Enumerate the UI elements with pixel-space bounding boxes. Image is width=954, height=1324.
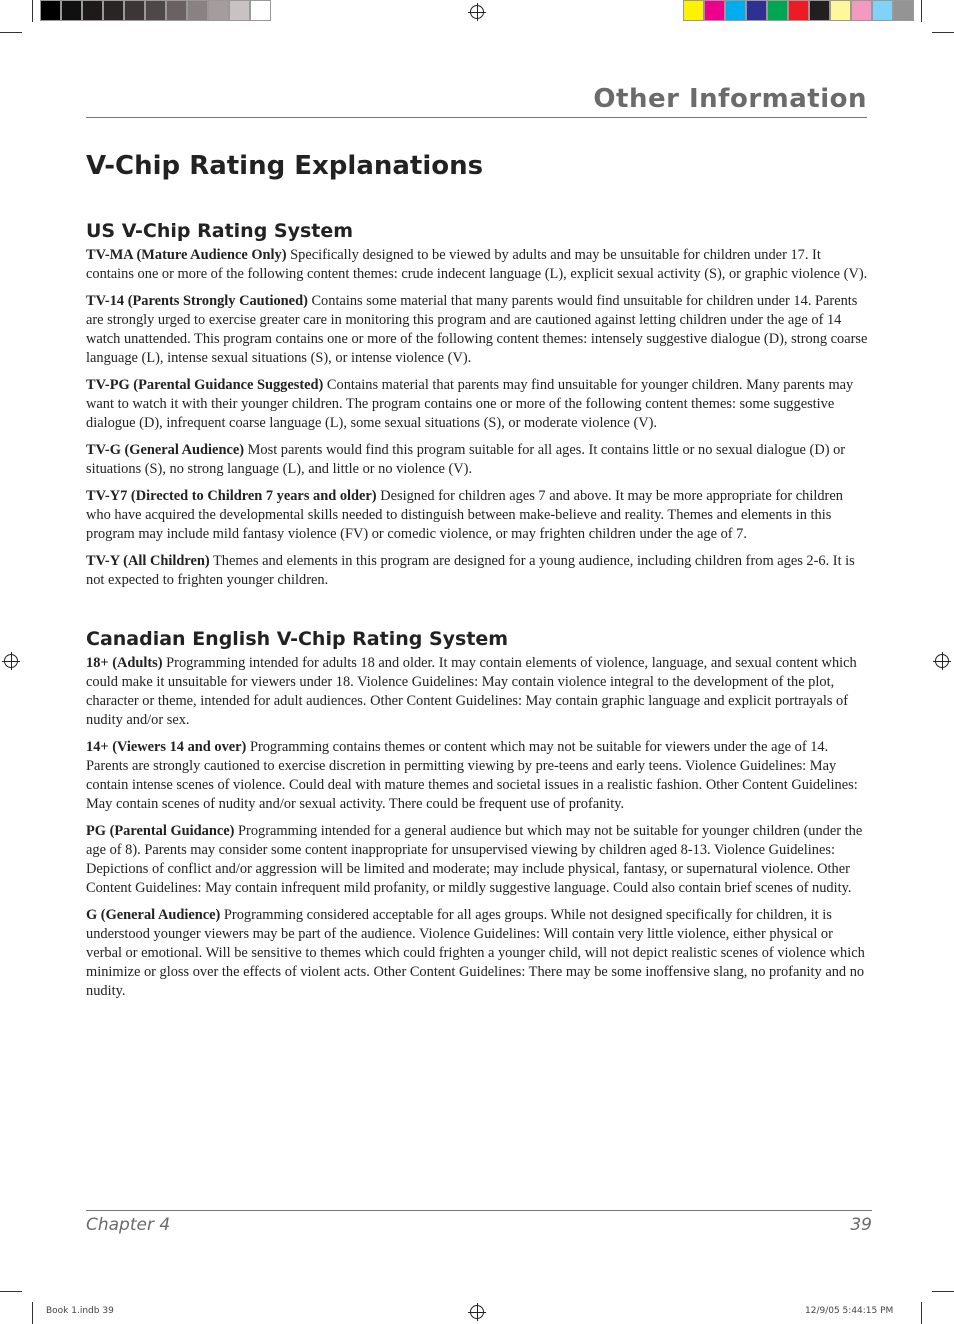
rating-description: Programming considered acceptable for all ages groups. While not designed specifically for children, it is understood younger viewers may be part of the audience. Violence Guidelines: Will contain very little violence, either physical or verbal or emotional. Will be sensitive to themes which could frighten a younger child, will not depict realistic scenes of violence which minimize or gloss over the effects of violent acts. Other Content Guidelines: There may be some inoffensive slang, no profanity and no nudity. (86, 907, 865, 999)
rating-description: Contains material that parents may find unsuitable for younger children. Many parents may want to watch it with their younger children. The program contains one or more of the following content themes: some suggestive dialogue (D), infrequent coarse language (L), some sexual situations (S), or moderate violence (V). (86, 377, 854, 431)
rating-entry (86, 376, 868, 433)
gray-swatch (124, 0, 145, 21)
rating-entry (86, 738, 868, 814)
rating-term: TV-Y7 (Directed to Children 7 years and older) (86, 488, 377, 504)
page-title: V-Chip Rating Explanations (86, 151, 484, 181)
crop-mark (32, 1302, 33, 1324)
gray-swatch (61, 0, 82, 21)
registration-mark-icon (4, 654, 18, 668)
registration-mark-icon (470, 1305, 484, 1319)
crop-mark (921, 1302, 922, 1324)
color-swatch (725, 0, 746, 21)
rating-entry (86, 441, 868, 479)
rating-term: TV-14 (Parents Strongly Cautioned) (86, 293, 308, 309)
rating-description: Programming contains themes or content which may not be suitable for viewers under the age of 14. Parents are strongly cautioned to exercise discretion in permitting viewing by pre-teens and early teens. Violence Guidelines: May contain intense scenes of violence. Could deal with mature themes and societal issues in a realistic fashion. Other Content Guidelines: May contain scenes of nudity and/or sexual activity. There could be frequent use of profanity. (86, 739, 858, 812)
page-number: 39 (850, 1215, 872, 1235)
rating-term: TV-Y (All Children) (86, 553, 210, 569)
rating-description: Specifically designed to be viewed by adults and may be unsuitable for children under 17. It contains one or more of the following content themes: crude indecent language (L), explicit sexual activity (S), or graphic violence (V). (86, 247, 868, 282)
us-rating-list (86, 246, 868, 590)
gray-swatch (166, 0, 187, 21)
rating-term: TV-G (General Audience) (86, 442, 245, 458)
rating-term: 18+ (Adults) (86, 655, 163, 671)
crop-mark (932, 32, 954, 33)
crop-mark (932, 1291, 954, 1292)
color-swatch (830, 0, 851, 21)
registration-mark-icon (935, 654, 949, 668)
chapter-label: Chapter 4 (86, 1215, 171, 1235)
color-swatch (851, 0, 872, 21)
rating-term: 14+ (Viewers 14 and over) (86, 739, 247, 755)
crop-mark (921, 0, 922, 22)
slug-timestamp: 12/9/05 5:44:15 PM (805, 1306, 894, 1316)
main-content (86, 220, 868, 1009)
color-swatch (872, 0, 893, 21)
color-swatch (893, 0, 914, 21)
rating-term: G (General Audience) (86, 907, 221, 923)
gray-swatch (187, 0, 208, 21)
gray-swatch (82, 0, 103, 21)
process-color-bar (683, 0, 914, 22)
rating-description: Most parents would find this program suitable for all ages. It contains little or no sexual dialogue (D) or situations (S), no strong language (L), and little or no violence (V). (86, 442, 846, 477)
rating-entry (86, 654, 868, 730)
crop-mark (0, 1291, 22, 1292)
registration-mark-icon (470, 5, 484, 19)
rating-entry (86, 246, 868, 284)
gray-swatch (229, 0, 250, 21)
rating-entry (86, 906, 868, 1001)
rating-term: TV-PG (Parental Guidance Suggested) (86, 377, 324, 393)
color-swatch (788, 0, 809, 21)
section-header: Other Information (86, 84, 867, 118)
rating-description: Themes and elements in this program are designed for a young audience, including children from ages 2-6. It is not expected to frighten younger children. (86, 553, 855, 588)
gray-swatch (208, 0, 229, 21)
canada-section-heading: Canadian English V-Chip Rating System (86, 628, 509, 650)
color-swatch (683, 0, 704, 21)
canada-rating-list (86, 654, 868, 1001)
slug-file: Book 1.indb 39 (46, 1306, 114, 1316)
rating-description: Contains some material that many parents would find unsuitable for children under 14. Parents are strongly urged to exercise greater care in monitoring this program and are cautioned against letting children under the age of 14 watch unattended. This program contains one or more of the following content themes: intensely suggestive dialogue (D), strong coarse language (L), intense sexual situations (S), or intense violence (V). (86, 293, 868, 366)
gray-swatch (145, 0, 166, 21)
color-swatch (767, 0, 788, 21)
color-swatch (809, 0, 830, 21)
rating-term: PG (Parental Guidance) (86, 823, 235, 839)
us-section-heading: US V-Chip Rating System (86, 220, 354, 242)
color-swatch (704, 0, 725, 21)
rating-entry (86, 822, 868, 898)
rating-description: Programming intended for a general audience but which may not be suitable for younger children (under the age of 8). Parents may consider some content inappropriate for unsupervised viewing by children aged 8-13. Violence Guidelines: Depictions of conflict and/or aggression will be limited and moderate; may include physical, fantasy, or supernatural violence. Other Content Guidelines: May contain infrequent mild profanity, or mildly suggestive language. Could also contain brief scenes of nudity. (86, 823, 863, 896)
page-footer (86, 1210, 872, 1235)
gray-swatch (40, 0, 61, 21)
rating-term: TV-MA (Mature Audience Only) (86, 247, 287, 263)
color-swatch (746, 0, 767, 21)
gray-swatch (250, 0, 271, 21)
rating-description: Programming intended for adults 18 and older. It may contain elements of violence, language, and sexual content which could make it unsuitable for viewers under 18. Violence Guidelines: May contain violence integral to the development of the plot, character or theme, intended for adult audiences. Other Content Guidelines: May contain graphic language and explicit portrayals of nudity and/or sex. (86, 655, 857, 728)
rating-entry (86, 552, 868, 590)
gray-color-bar (40, 0, 271, 22)
crop-mark (0, 32, 22, 33)
crop-mark (32, 0, 33, 22)
gray-swatch (103, 0, 124, 21)
rating-description: Designed for children ages 7 and above. It may be more appropriate for children who have acquired the developmental skills needed to distinguish between make-believe and reality. Themes and elements in this program may include mild fantasy violence (FV) or comedic violence, or may frighten children under the age of 7. (86, 488, 843, 542)
rating-entry (86, 487, 868, 544)
rating-entry (86, 292, 868, 368)
